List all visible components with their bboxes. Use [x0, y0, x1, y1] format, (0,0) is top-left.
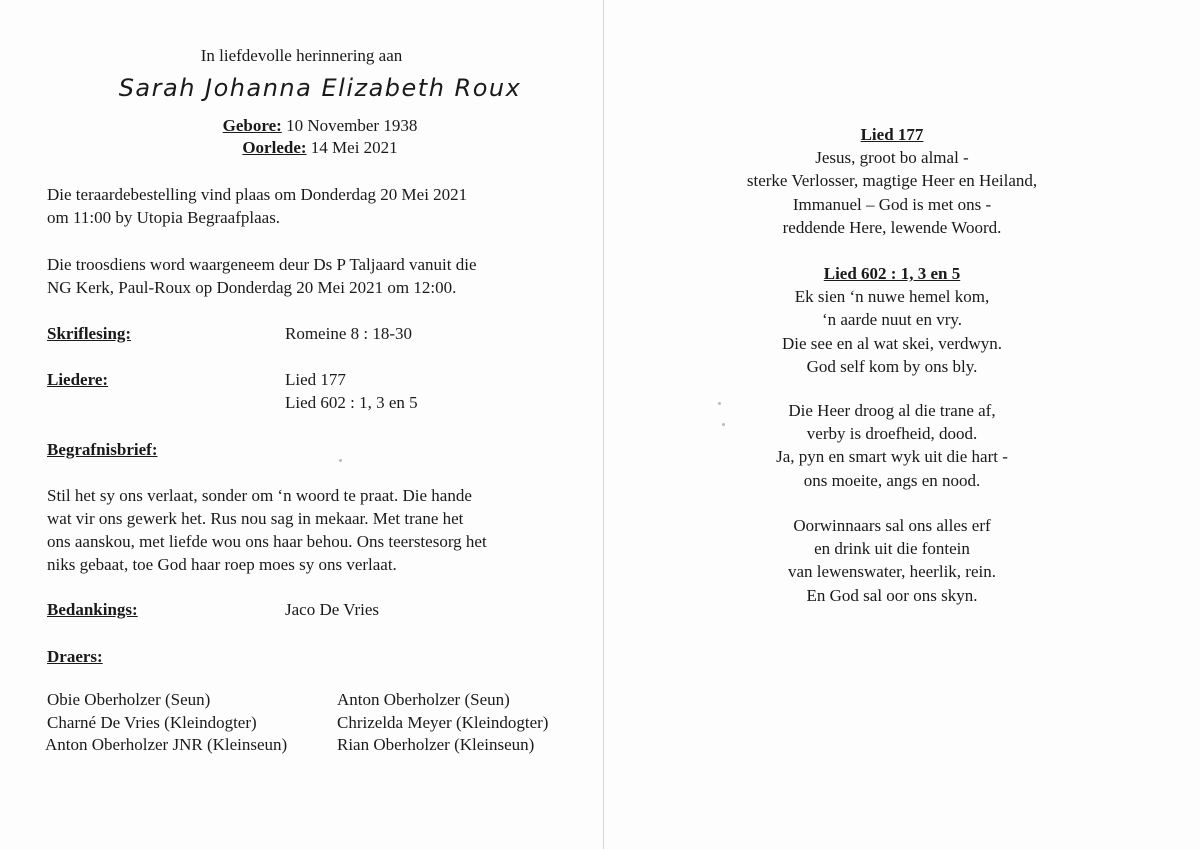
letter-line: ons aanskou, met liefde wou ons haar behou. Ons teerstesorg het: [47, 532, 487, 551]
bearer-name: Chrizelda Meyer (Kleindogter): [337, 712, 549, 732]
letter-label: Begrafnisbrief:: [47, 440, 158, 459]
reading-value: Romeine 8 : 18-30: [285, 324, 413, 343]
hymn-line: verby is droefheid, dood.: [806, 424, 978, 444]
letter-line: wat vir ons gewerk het. Rus nou sag in mekaar. Met trane het: [47, 509, 464, 528]
bearer-name: Obie Oberholzer (Seun): [47, 690, 211, 709]
service-line: NG Kerk, Paul-Roux op Donderdag 20 Mei 2021 om 12:00.: [47, 278, 457, 297]
hymn-line: God self kom by ons bly.: [806, 356, 978, 376]
paper-speck: [718, 402, 721, 405]
thanks-value: Jaco De Vries: [285, 600, 380, 619]
memorial-heading: In liefdevolle herinnering aan: [200, 46, 403, 65]
born-line: [0, 115, 640, 137]
born-value: 10 November 1938: [281, 116, 418, 135]
thanks-label: Bedankings:: [47, 600, 138, 619]
hymn-177-title: Lied 177: [860, 125, 924, 144]
died-line: [0, 137, 640, 159]
bearers-line: [47, 689, 597, 712]
hymn-line: sterke Verlosser, magtige Heer en Heiland,: [746, 171, 1038, 191]
hymn-line: Die see en al wat skei, verdwyn.: [782, 333, 1002, 353]
died-value: 14 Mei 2021: [306, 138, 398, 157]
reading-row: [47, 322, 587, 345]
died-label: Oorlede:: [242, 138, 307, 157]
hymn-602: [594, 262, 1190, 378]
hymn-line: ons moeite, angs en nood.: [803, 470, 981, 490]
letter-line: Stil het sy ons verlaat, sonder om ‘n woord te praat. Die hande: [47, 486, 472, 505]
bearer-name: Anton Oberholzer JNR (Kleinseun): [45, 735, 288, 754]
service-line: Die troosdiens word waargeneem deur Ds P Taljaard vanuit die: [47, 255, 477, 274]
paper-speck: [722, 423, 725, 426]
bearers-row: [47, 645, 587, 668]
letter-row: [47, 438, 587, 461]
hymn-602-verse-3: [594, 399, 1190, 492]
bearers-line: [47, 734, 597, 757]
hymn-602-verse-5: [594, 514, 1190, 607]
hymn-line: en drink uit die fontein: [814, 539, 970, 559]
deceased-name: Sarah Johanna Elizabeth Roux: [118, 74, 522, 102]
hymn-line: Immanuel – God is met ons -: [792, 194, 992, 214]
reading-label: Skriflesing:: [47, 324, 132, 343]
burial-line: Die teraardebestelling vind plaas om Donderdag 20 Mei 2021: [47, 185, 468, 204]
paper-speck: [339, 459, 342, 462]
bearers-label: Draers:: [47, 647, 103, 666]
hymns-value: Lied 177: [285, 370, 346, 389]
hymns-row: [47, 368, 587, 414]
service-paragraph: [47, 253, 577, 299]
hymn-line: En God sal oor ons skyn.: [806, 585, 978, 605]
hymn-line: Die Heer droog al die trane af,: [788, 401, 996, 420]
thanks-row: [47, 598, 587, 621]
hymn-177: [594, 123, 1190, 239]
bearers-line: [47, 712, 597, 735]
hymns-value: Lied 602 : 1, 3 en 5: [285, 393, 418, 412]
hymn-line: Oorwinnaars sal ons alles erf: [793, 516, 991, 535]
hymn-line: Ek sien ‘n nuwe hemel kom,: [794, 287, 990, 307]
life-dates: [0, 115, 640, 159]
bearer-name: Anton Oberholzer (Seun): [337, 690, 510, 709]
born-label: Gebore:: [222, 116, 282, 135]
hymn-line: ‘n aarde nuut en vry.: [821, 310, 963, 330]
burial-line: om 11:00 by Utopia Begraafplaas.: [47, 208, 281, 227]
hymns-label: Liedere:: [47, 370, 109, 389]
bearer-name: Charné De Vries (Kleindogter): [47, 712, 257, 732]
hymn-line: reddende Here, lewende Woord.: [782, 217, 1002, 237]
hymn-line: Ja, pyn en smart wyk uit die hart -: [776, 447, 1008, 467]
hymn-line: Jesus, groot bo almal -: [815, 148, 969, 168]
hymn-602-title: Lied 602 : 1, 3 en 5: [823, 264, 961, 283]
bearers-list: [47, 689, 597, 757]
burial-paragraph: [47, 183, 577, 229]
letter-line: niks gebaat, toe God haar roep moes sy ons verlaat.: [47, 555, 397, 574]
letter-text: [47, 484, 587, 576]
bearer-name: Rian Oberholzer (Kleinseun): [337, 735, 535, 754]
hymn-line: van lewenswater, heerlik, rein.: [788, 562, 996, 582]
